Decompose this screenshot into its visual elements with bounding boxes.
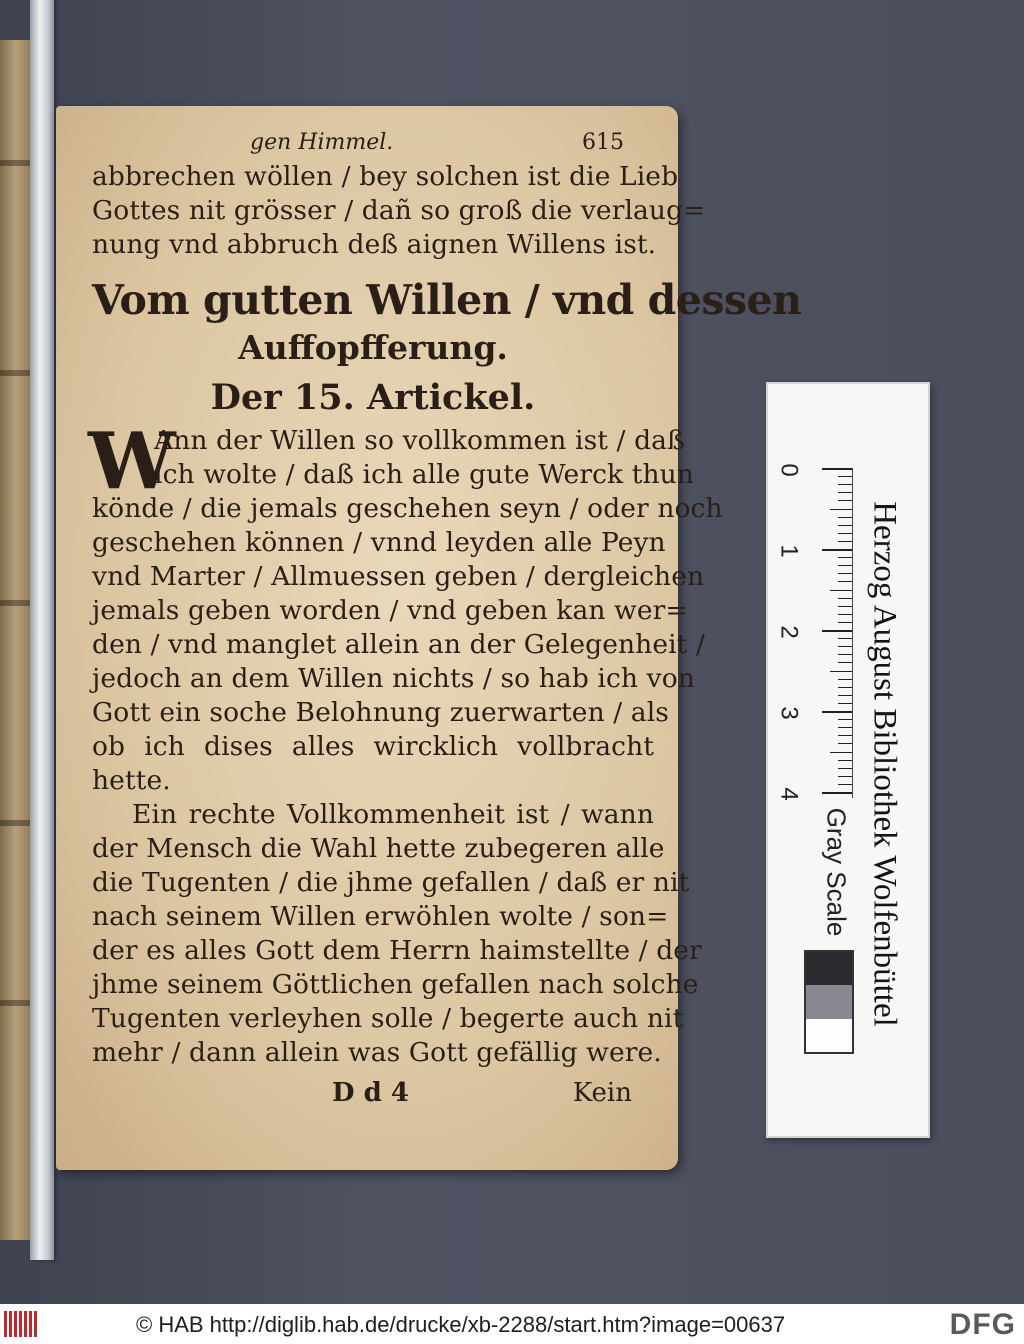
- text-line: Gott ein sоche Belohnung zuerwarten / als: [92, 697, 669, 728]
- article-title: Der 15. Artickel.: [210, 377, 536, 418]
- text-line: den / vnd manglet allein an der Gelegenheit /: [92, 629, 705, 660]
- ruler-tick: [838, 727, 852, 728]
- opening-lines: [92, 160, 706, 262]
- ruler-number: 3: [775, 706, 803, 720]
- ruler-tick: [838, 679, 852, 680]
- ruler-tick: [838, 622, 852, 623]
- institution-name: Herzog August Bibliothek Wolfenbüttel: [866, 501, 903, 1027]
- ruler-tick: [838, 654, 852, 655]
- book-page: [56, 106, 802, 1170]
- ruler-tick: [838, 687, 852, 688]
- copyright-link[interactable]: © HAB http://diglib.hab.de/drucke/xb-2288/start.htm?image=00637: [136, 1312, 786, 1337]
- ruler-tick: [838, 719, 852, 720]
- ruler-tick: [838, 492, 852, 493]
- ruler-number: 2: [775, 625, 803, 639]
- text-line: abbrechen wöllen / bey solchen ist die Lieb: [92, 161, 679, 192]
- ruler-tick: [838, 760, 852, 761]
- text-line: Tugenten verleyhen solle / begerte auch nit: [92, 1003, 684, 1034]
- text-line: geschehen können / vnnd leyden alle Peyn: [92, 527, 666, 558]
- text-line: jedoch an dem Willen nichts / so hab ich von: [92, 663, 695, 694]
- text-line: Gottes nit grösser / dañ so groß die verlaug=: [92, 195, 706, 226]
- ruler-tick: [838, 743, 852, 744]
- ruler-tick: [838, 606, 852, 607]
- text-line: hette.: [92, 765, 171, 796]
- page-text-block: [88, 126, 802, 1114]
- section-heading-continued: Auffopfferung.: [238, 328, 508, 367]
- ruler-tick: [830, 509, 852, 510]
- ruler-tick: [838, 500, 852, 501]
- ruler-tick: [838, 735, 852, 736]
- color-scale-card: [766, 382, 930, 1138]
- ruler-tick: [830, 752, 852, 753]
- ruler-tick: [838, 695, 852, 696]
- text-line: könde / die jemals geschehen seyn / oder noch: [92, 493, 723, 524]
- swatch-dark: [806, 952, 852, 985]
- ruler-tick: [822, 549, 852, 551]
- text-line: Ein rechte Vollkommenheit ist / wann: [132, 799, 654, 830]
- text-line: ich wolte / daß ich alle gute Werck thun: [154, 459, 694, 490]
- grayscale-label: Gray Scale: [821, 807, 852, 937]
- footer-bar: [0, 1304, 1024, 1344]
- ruler-tick: [838, 484, 852, 485]
- text-line: mehr / dann allein was Gott gefällig were.: [92, 1037, 662, 1068]
- ruler-tick: [838, 533, 852, 534]
- paragraph-2: [92, 798, 702, 1070]
- ruler-tick: [838, 557, 852, 558]
- drop-cap: W: [88, 416, 176, 507]
- ruler-tick: [838, 581, 852, 582]
- dfg-logo: DFG: [949, 1308, 1016, 1341]
- catchword: Kein: [572, 1078, 632, 1108]
- ruler-number: 1: [775, 544, 803, 558]
- ruler-tick: [830, 590, 852, 591]
- ruler-tick: [822, 711, 852, 713]
- signature-mark: D d 4: [332, 1078, 409, 1108]
- section-heading: Vom gutten Willen / vnd dessen: [92, 276, 802, 324]
- ruler-tick: [838, 638, 852, 639]
- running-head: [92, 126, 654, 160]
- ruler-tick: [838, 784, 852, 785]
- text-line: Ann der Willen so vollkommen ist / daß: [154, 425, 685, 456]
- ruler-tick: [822, 792, 852, 794]
- ruler-tick: [830, 671, 852, 672]
- ruler-tick: [838, 768, 852, 769]
- ruler-tick: [838, 517, 852, 518]
- ruler-tick: [838, 565, 852, 566]
- text-line: ob ich dises alles wircklich vollbracht: [92, 731, 654, 762]
- text-line: vnd Marter / Allmuessen geben / dergleichen: [92, 561, 705, 592]
- text-line: nung vnd abbruch deß aignen Willens ist.: [92, 229, 657, 260]
- page-clamp-bar: [30, 0, 54, 1260]
- swatch-mid: [806, 985, 852, 1018]
- text-line: der es alles Gott dem Herrn haimstellte / der: [92, 935, 702, 966]
- ruler-tick: [838, 598, 852, 599]
- hab-logo-icon: [4, 1311, 38, 1337]
- ruler-tick: [838, 541, 852, 542]
- ruler-tick: [838, 646, 852, 647]
- ruler-tick: [838, 662, 852, 663]
- text-line: jhme seinem Göttlichen gefallen nach solche: [92, 969, 699, 1000]
- page-foot: [92, 1074, 654, 1114]
- ruler-tick: [838, 476, 852, 477]
- ruler-tick: [838, 573, 852, 574]
- ruler-tick: [822, 630, 852, 632]
- text-line: jemals geben worden / vnd geben kan wer=: [92, 595, 688, 626]
- book-spine-edge: [0, 40, 34, 1240]
- ruler-baseline: [852, 468, 853, 798]
- ruler-tick: [838, 776, 852, 777]
- ruler-tick: [822, 468, 852, 470]
- grayscale-swatches: [804, 950, 854, 1054]
- ruler-number: 0: [775, 463, 803, 477]
- text-line: die Tugenten / die jhme gefallen / daß er nit: [92, 867, 690, 898]
- running-head-title: gen Himmel.: [250, 130, 394, 155]
- page-number: 615: [582, 130, 624, 155]
- ruler-number: 4: [775, 787, 803, 801]
- text-line: nach seinem Willen erwöhlen wolte / son=: [92, 901, 669, 932]
- swatch-light: [806, 1019, 852, 1052]
- ruler-tick: [838, 525, 852, 526]
- paragraph-1: [88, 416, 723, 798]
- text-line: der Mensch die Wahl hette zubegeren alle: [92, 833, 665, 864]
- ruler-tick: [838, 703, 852, 704]
- ruler-tick: [838, 614, 852, 615]
